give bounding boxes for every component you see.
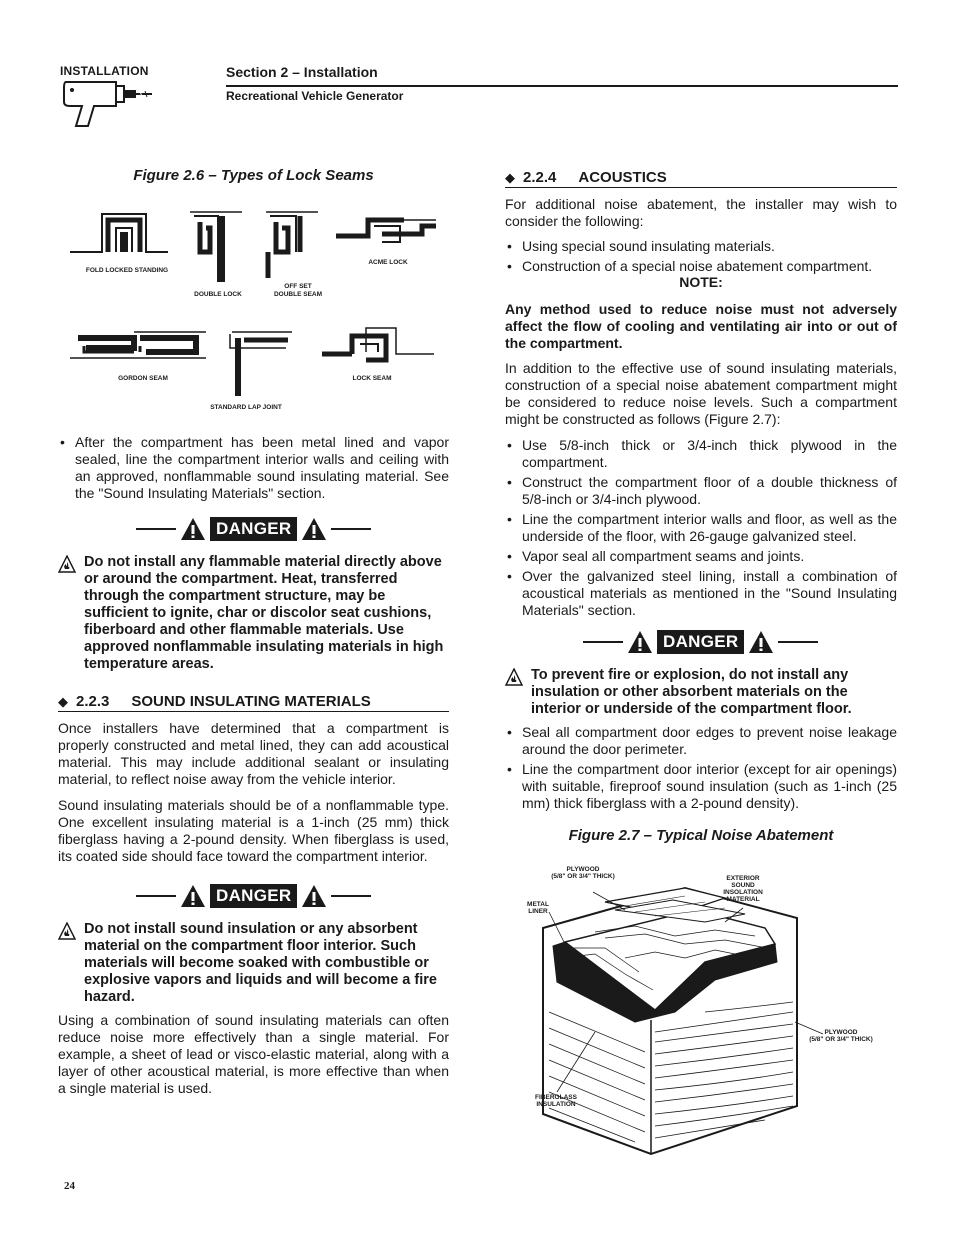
note-text: Any method used to reduce noise must not adversely affect the flow of cooling and ventilating air into or out of the compartment.	[505, 301, 897, 351]
fire-hazard-icon	[505, 668, 523, 686]
note-title: NOTE:	[679, 274, 723, 290]
fold-locked-standing-seam	[70, 214, 168, 252]
heading-number: 2.2.3	[76, 693, 110, 710]
danger-banner	[136, 516, 371, 542]
acme-lock-label: ACME LOCK	[368, 259, 408, 266]
acme-lock-seam	[336, 220, 436, 242]
list-item: • Use 5/8-inch thick or 3/4-inch thick plywood in the compartment.	[505, 437, 897, 471]
plywood-side-label-2: (5/8" OR 3/4" THICK)	[809, 1036, 873, 1043]
drill-icon	[60, 76, 160, 128]
warning-text: Do not install any flammable material directly above or around the compartment. Heat, transferred through the compartment structure, may be sufficient to ignite, char or discolor seat cushions, fiberboard and other flammable materials. Use approved nonflammable insulating materials in high temperature areas.	[84, 554, 444, 672]
danger-banner	[583, 629, 818, 655]
warning-triangle-icon	[627, 630, 653, 654]
list-item: • After the compartment has been metal lined and vapor sealed, line the compartment interior walls and ceiling with an approved, nonflammable sound insulating material. See the "Sound Insulating Materials" section.	[58, 434, 449, 502]
warning-triangle-icon	[748, 630, 774, 654]
section-subtitle: Recreational Vehicle Generator	[226, 89, 404, 103]
lock-seam	[322, 328, 434, 360]
lock-seam-label: LOCK SEAM	[352, 375, 392, 382]
flammable-warning	[58, 554, 449, 674]
bullet-list-options	[505, 238, 897, 278]
absorbent-warning	[58, 921, 449, 1007]
double-lock-label: DOUBLE LOCK	[194, 291, 242, 298]
fire-hazard-icon	[58, 555, 76, 573]
fiberglass-label-2: INSULATION	[536, 1101, 576, 1108]
heading-acoustics	[505, 169, 897, 188]
list-item: • Seal all compartment door edges to prevent noise leakage around the door perimeter.	[505, 724, 897, 758]
warning-triangle-icon	[180, 517, 206, 541]
offset-label-2: DOUBLE SEAM	[273, 291, 323, 298]
heading-title: ACOUSTICS	[578, 169, 667, 186]
danger-banner	[136, 883, 371, 909]
paragraph: In addition to the effective use of sound insulating materials, construction of a special noise abatement compartment might be considered to reduce noise levels. Such a compartment might be constructed as follows (Figure 2.7):	[505, 360, 897, 427]
list-item: • Vapor seal all compartment seams and joints.	[505, 548, 897, 565]
list-item: • Using special sound insulating materials.	[505, 238, 897, 255]
diamond-icon: ◆	[505, 170, 515, 185]
bullet-list-compartment	[58, 434, 449, 505]
header-rule	[226, 85, 898, 87]
fold-locked-standing-label: FOLD LOCKED STANDING	[85, 267, 169, 274]
exterior-label-2: SOUND	[731, 882, 755, 889]
exterior-label-1: EXTERIOR	[726, 875, 760, 882]
floor-warning	[505, 667, 897, 719]
warning-text: Do not install sound insulation or any absorbent material on the compartment floor interior. Such materials will become soaked with combustible or explosive vapors and liquids and will become a fire hazard.	[84, 921, 437, 1005]
list-item: • Line the compartment interior walls and floor, as well as the underside of the floor, with 26-gauge galvanized steel.	[505, 511, 897, 545]
danger-label: DANGER	[657, 630, 744, 654]
heading-title: SOUND INSULATING MATERIALS	[131, 693, 371, 710]
paragraph: Sound insulating materials should be of a nonflammable type. One excellent insulating material is a 1-inch (25 mm) thick fiberglass having a 2-pound density. When fiberglass is used, its coated side should face toward the compartment interior.	[58, 797, 449, 864]
gordon-seam-label: GORDON SEAM	[118, 375, 168, 382]
bullet-list-construction	[505, 437, 897, 622]
exterior-label-4: MATERIAL	[726, 896, 760, 903]
section-title: Section 2 – Installation	[226, 64, 378, 80]
heading-sound-insulating	[58, 693, 449, 712]
exterior-label-3: INSOLATION	[723, 889, 763, 896]
danger-label: DANGER	[210, 517, 297, 541]
page-number: 24	[64, 1180, 75, 1192]
plywood-top-label-2: (5/8" OR 3/4" THICK)	[551, 873, 615, 880]
warning-triangle-icon	[180, 884, 206, 908]
paragraph: For additional noise abatement, the installer may wish to consider the following:	[505, 196, 897, 229]
warning-triangle-icon	[301, 884, 327, 908]
list-item: • Construct the compartment floor of a double thickness of 5/8-inch or 3/4-inch plywood.	[505, 474, 897, 508]
bullet-list-door	[505, 724, 897, 815]
double-lock-seam	[190, 212, 242, 282]
standard-lap-joint	[230, 332, 292, 396]
heading-number: 2.2.4	[523, 169, 557, 186]
metal-liner-label-1: METAL	[527, 901, 549, 908]
list-item: • Construction of a special noise abatement compartment.	[505, 258, 897, 275]
paragraph: Once installers have determined that a compartment is properly constructed and metal lined, they can add acoustical material. This may include additional sealant or insulating material, to reflect noise away from the vehicle interior.	[58, 720, 449, 787]
warning-text: To prevent fire or explosion, do not install any insulation or other absorbent materials on the interior or underside of the compartment floor.	[531, 667, 852, 717]
diamond-icon: ◆	[58, 694, 68, 709]
warning-triangle-icon	[301, 517, 327, 541]
offset-double-seam	[266, 212, 318, 278]
plywood-top-label-1: PLYWOOD	[566, 866, 600, 873]
installation-badge: INSTALLATION	[60, 64, 149, 78]
fire-hazard-icon	[58, 922, 76, 940]
noise-abatement-figure	[505, 862, 897, 1158]
offset-label-1: OFF SET	[284, 283, 312, 290]
standard-lap-joint-label: STANDARD LAP JOINT	[210, 404, 282, 411]
list-item: • Line the compartment door interior (except for air openings) with suitable, fireproof sound insulation (such as 1-inch (25 mm) thick fiberglass with a 2-pound density).	[505, 761, 897, 812]
danger-label: DANGER	[210, 884, 297, 908]
paragraph: Using a combination of sound insulating materials can often reduce noise more effectively than a single material. For example, a sheet of lead or visco-elastic material, along with a layer of other acoustical material, is more effective than when a single material is used.	[58, 1012, 449, 1096]
lock-seams-figure	[60, 200, 450, 420]
metal-liner-label-2: LINER	[528, 908, 548, 915]
figure-2-6-caption: Figure 2.6 – Types of Lock Seams	[133, 167, 374, 184]
fiberglass-label-1: FIBERGLASS	[535, 1094, 577, 1101]
list-item: • Over the galvanized steel lining, install a combination of acoustical materials as mentioned in the "Sound Insulating Materials" section.	[505, 568, 897, 619]
plywood-side-label-1: PLYWOOD	[824, 1029, 858, 1036]
gordon-seam	[70, 332, 206, 358]
figure-2-7-caption: Figure 2.7 – Typical Noise Abatement	[568, 827, 834, 844]
